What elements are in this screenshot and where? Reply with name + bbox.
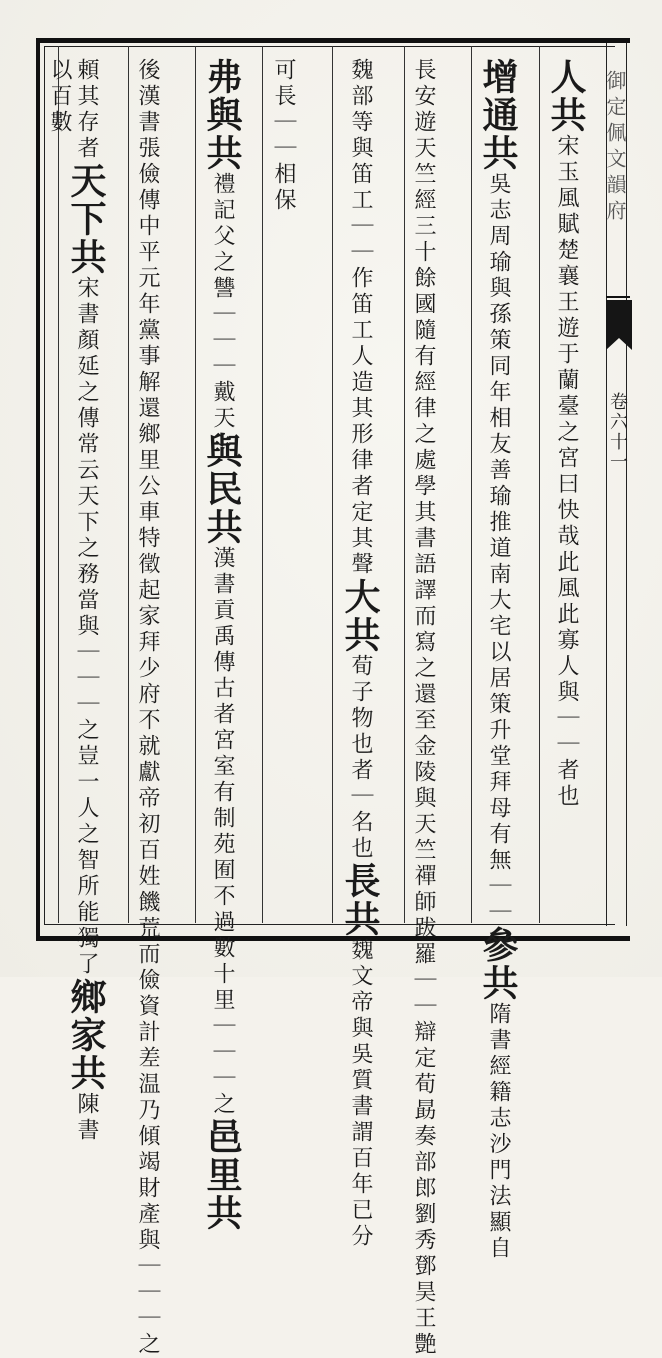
entry-text: 以百數: [47, 58, 72, 136]
text-column: [411, 58, 436, 1358]
text-column: [545, 58, 587, 918]
entry-heading: 弗與共: [201, 58, 243, 172]
text-column: [272, 58, 294, 918]
entry-heading: 邑里共: [201, 1118, 243, 1232]
entry-text: 後漢書張儉傳中平元年黨事解還鄉里公車特徵起家拜少府不就獻帝初百姓饑荒而儉資計差温乃傾竭財產與｜｜｜之: [135, 58, 160, 1358]
entry-heading: 人共: [545, 58, 587, 134]
entry-heading: 天下共: [65, 162, 107, 276]
entry-text: 可長｜｜相保: [271, 58, 296, 214]
entry-heading: 鄉家共: [65, 978, 107, 1092]
entry-text: 陳書: [74, 1092, 99, 1144]
entry-text: 荀子物也者｜名也: [348, 654, 373, 862]
text-column: [201, 58, 243, 1232]
text-column: [48, 58, 70, 918]
column-rule: [128, 46, 129, 923]
text-column: [477, 58, 519, 1262]
entry-text: 宋書顏延之傳常云天下之務當與｜｜｜之豈一人之智所能獨了: [74, 276, 99, 978]
column-rule: [539, 46, 540, 923]
entry-heading: 大共: [339, 578, 381, 654]
column-rule: [332, 46, 333, 923]
entry-text: 禮記父之讐｜｜｜戴天: [210, 172, 235, 432]
fish-tail-mark: [606, 300, 632, 338]
fold-title: 御定佩文韻府: [603, 70, 627, 226]
entry-heading: 與民共: [201, 432, 243, 546]
column-rule: [262, 46, 263, 923]
entry-text: 漢書貢禹傳古者宮室有制苑囿不過數十里｜｜｜之: [210, 546, 235, 1118]
entry-text: 頼其存者: [74, 58, 99, 162]
fold-rule-top: [606, 296, 630, 298]
entry-heading: 長共: [339, 862, 381, 938]
entry-text: 魏部等與笛工｜｜作笛工人造其形律者定其聲: [348, 58, 373, 578]
entry-text: 長安遊天竺經三十餘國隨有經律之處學其書語譯而寫之還至金陵與天竺禪師跋羅｜｜辯定荀勗奏部郎劉秀鄧昊王艶: [411, 58, 436, 1358]
text-column: [339, 58, 381, 1250]
entry-text: 魏文帝與吳質書謂百年已分: [348, 938, 373, 1250]
entry-heading: 增通共: [477, 58, 519, 172]
entry-text: 隋書經籍志沙門法顯自: [486, 1002, 511, 1262]
entry-heading: 參共: [477, 926, 519, 1002]
text-column: [65, 58, 107, 1144]
page-frame-inner: [44, 46, 615, 925]
column-rule: [195, 46, 196, 923]
entry-text: 吳志周瑜與孫策同年相友善瑜推道南大宅以居策升堂拜母有無｜｜: [486, 172, 511, 926]
column-rule: [404, 46, 405, 923]
entry-text: 宋玉風賦楚襄王遊于蘭臺之宮曰快哉此風此寡人與｜｜者也: [554, 134, 579, 810]
column-rule: [471, 46, 472, 923]
fold-juan-number: 卷六十一: [607, 392, 628, 472]
text-column: [135, 58, 160, 1358]
